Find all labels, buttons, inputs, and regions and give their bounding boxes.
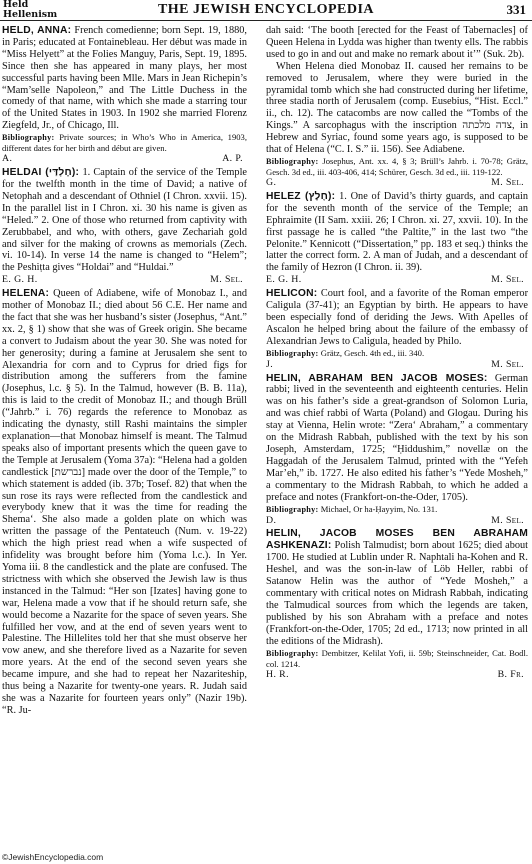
signature-left: D. <box>266 514 277 526</box>
entry-text: 1. One of David’s thirty guards, and captain for the seventh month of the service of the Temple; an Ephraimite (II Sam. xxiii. 26; I Chron. xi. 27, xxvii. 10). In the first passage he is called “the Paltite,” in the last two “the Pelonite.” Kennicott (“Dissertation,” pp. 183 et seq.) thinks the latter the correct form. 2. A man of Judah, and a descendant of the family of Hezron (I Chron. ii. 39). <box>266 190 528 274</box>
signature-left: J. <box>266 358 274 370</box>
headword: HELDAI (חֶלְדַּי): <box>2 167 80 179</box>
signature <box>266 274 528 286</box>
bibliography <box>266 504 528 515</box>
bibliography <box>266 156 528 177</box>
entry-helin-jacob <box>266 528 528 680</box>
signature-left: E. G. H. <box>2 274 38 286</box>
entry-heldai <box>2 167 247 286</box>
entry-helena <box>2 288 247 717</box>
entry-text: Court fool, and a favorite of the Roman emperor Caligula (37-41); an Egyptian by birth. He appears to have been especially fond of deriding the Jews. With Apelles of Ascalon he helped bring about the failure of the embassy of Alexandrian Jews to Caligula, headed by Philo. <box>266 288 528 347</box>
headword: HELEZ (חֶלֶץ): <box>266 190 336 202</box>
signature-right: M. Sel. <box>491 358 524 370</box>
entry-helena-continued <box>266 25 528 189</box>
watermark: ©JewishEncyclopedia.com <box>2 852 104 862</box>
signature <box>266 359 528 371</box>
entry-held <box>2 25 247 165</box>
guide-word-top: Held <box>3 0 29 10</box>
bibliography <box>2 132 247 153</box>
signature-right: B. Fr. <box>497 668 524 680</box>
signature-left: H. R. <box>266 668 289 680</box>
guide-word-bottom: Hellenism <box>3 9 58 20</box>
bibliography-label: Bibliography: <box>266 156 319 166</box>
entry-text: French comedienne; born Sept. 19, 1880, in Paris; educated at Fontainebleau. Her début was made in “Miss Helyett” at the Folies Manguy, Paris, Sept. 19, 1895. Since then she has appeared in many plays, her most successful parts having been Mlle. Mars in Jean Richepin’s “Mam’selle Napoleon,” and The Little Duchess in the comedy of that name, with which she made a starring tour of the United States in 1903. In 1902 she married Florenz Ziegfeld, Jr., of Chicago, Ill. <box>2 25 247 132</box>
entry-text: dah said: ‘The booth [erected for the Feast of Tabernacles] of Queen Helena in Lydda was higher than twenty ells. The rabbis used to go in and out and make no remark about it’” (Suk. 2b). <box>266 25 528 60</box>
page-header <box>0 0 532 26</box>
signature <box>2 274 247 286</box>
header-rule <box>0 20 532 21</box>
entry-text-2: When Helena died Monobaz II. caused her remains to be removed to Jerusalem, where they were buried in the pyramidal tomb which she had constructed during her lifetime, three stadia north of Jerusalem (comp. Eusebius, “Hist. Eccl.” ii., ch. 12). The catacombs are now called the “Tombs of the Kings.” A sarcophagus with the inscription צדה מלכתה, in Hebrew and Syriac, found some years ago, is supposed to be that of Helena (“C. I. S.” ii. 156). See Adiabene. <box>266 60 528 156</box>
signature <box>2 153 247 165</box>
signature-left: E. G. H. <box>266 274 302 286</box>
signature-right: M. Sel. <box>210 274 243 286</box>
headword: HELIN, JACOB MOSES BEN ABRAHAM ASHKENAZI: <box>266 528 528 552</box>
signature-left: G. <box>266 176 277 188</box>
page-title: THE JEWISH ENCYCLOPEDIA <box>157 2 375 17</box>
entry-text: 1. Captain of the service of the Temple for the twelfth month in the time of David; a native of Netophah and a descendant of Othniel (I Chron. xxvii. 15). In the parallel list in I Chron. xi. 30 his name is given as “Heled.” 2. One of those who returned from captivity with Zerubbabel, and who, with others, gave Zechariah gold and silver for the making of crowns as memorials (Zech. vi. 10-14). In verse 14 the name is changed to “Helem”; the Peshiṭta gives “Holdai” and “Huldai.” <box>2 167 247 274</box>
headword: HELIN, ABRAHAM BEN JACOB MOSES: <box>266 372 488 384</box>
bibliography-label: Bibliography: <box>2 133 55 143</box>
bibliography <box>266 648 528 669</box>
headword: HELICON: <box>266 288 318 300</box>
right-column <box>266 25 528 857</box>
entry-text: German rabbi; lived in the seventeenth and eighteenth centuries. Helin was on his father’s side a great-grandson of Solomon Luria, and was chief rabbi of Warta (Poland) and Glogau. During his stay at Vienna, Helin wrote: “Zera‘ Abraham,” a commentary on the Midrash Rabbah, published with the text by his son Joseph, Amsterdam, 1725; “Ḥiddushim,” novellæ on the Haggadah of the Jerusalem Talmud, printed with the “Yefeh Mar’eh,” ib. 1727. He also edited his father’s “Yede Mosheh,” a commentary to the Midrash Rabbah, to which he added a preface and notes (Frankfort-on-the-Oder, 1705). <box>266 372 528 503</box>
bibliography-label: Bibliography: <box>266 504 319 514</box>
entry-helicon <box>266 288 528 370</box>
entry-text: Queen of Adiabene, wife of Monobaz I., and mother of Monobaz II.; died about 56 C.E. Her name and the fact that she was her husband’s sister (Josephus, “Ant.” xx. 2, § 1) show that she was of Greek origin. She became a convert to Judaism about the year 30. She was noted for her generosity; during a famine at Jerusalem she sent to Alexandria for corn and to Cyprus for dried figs for distribution among the sufferers from the famine (Josephus, l.c. § 5). In the Talmud, however (B. B. 11a), this is laid to the credit of Monobaz II.; and though Brüll (“Jahrb.” i. 76) regards the reference to Monobaz as indicating the dynasty, still Rashi maintains the simpler explanation—that Monobaz himself is meant. The Talmud speaks also of important presents which the queen gave to the Temple at Jerusalem (Yoma 37a): “Helena had a golden candlestick [נברשת] made over the door of the Temple,” to which statement is added (ib. 37b; Tosef. 82) that when the sun rose its rays were reflected from the candlestick and everybody knew that it was the time for reading the Shema‘. She also made a golden plate on which was written the passage of the Pentateuch (Num. v. 19-22) which the high priest read when a wife suspected of infidelity was brought before him (Yoma l.c.). In Yer. Yoma iii. 8 the candlestick and the plate are confused. The strictness with which she observed the Jewish law is thus instanced in the Talmud: “Her son [Izates] having gone to war, Helena made a vow that if he should return safe, she would become a Nazarite for the space of seven years. She fulfilled her vow, and at the end of seven years went to Palestine. The Hillelites told her that she must observe her vow anew, and she therefore lived as a Nazarite for seven more years. At the end of the second seven years she became impure, and she had to repeat her Nazariteship, thus being a Nazarite for twenty-one years. R. Judah said she was a Nazarite for fourteen years only” (Nazir 19b). “R. Ju- <box>2 288 247 716</box>
bibliography-text: Private sources; in Who’s Who in America, 1903, different dates for her birth and début are given. <box>2 132 247 154</box>
signature-right: M. Sel. <box>491 514 524 526</box>
signature <box>266 177 528 189</box>
signature-left: A. <box>2 153 13 165</box>
bibliography <box>266 348 528 359</box>
page-number: 331 <box>506 2 526 17</box>
entry-helez <box>266 191 528 286</box>
bibliography-label: Bibliography: <box>266 648 319 658</box>
headword: HELD, ANNA: <box>2 25 72 36</box>
bibliography-text: Josephus, Ant. xx. 4, § 3; Brüll’s Jahrb. i. 70-78; Grätz, Gesch. 3d ed., iii. 403-406, 414; Schürer, Gesch. 3d ed., iii. 119-122. <box>266 155 528 177</box>
left-column <box>2 25 247 857</box>
signature <box>266 515 528 527</box>
signature <box>266 669 528 681</box>
signature-right: M. Sel. <box>491 274 524 286</box>
headword: HELENA: <box>2 288 50 300</box>
entry-helin-abraham <box>266 373 528 527</box>
signature-right: M. Sel. <box>491 176 524 188</box>
bibliography-text: Grätz, Gesch. 4th ed., iii. 340. <box>320 347 425 358</box>
bibliography-label: Bibliography: <box>266 348 319 358</box>
entry-text: Polish Talmudist; born about 1625; died about 1700. He studied at Lublin under R. Naphtali ha-Kohen and R. Heshel, and was the son-in-law of Löb Heller, rabbi of Satanow Helin was the author of “Yede Mosheh,” a commentary with critical notes on Midrash Rabbah, indicating the Talmudical sources from which the legends are taken, published by his son Abraham with a preface and notes (Frankfort-on-the-Oder, 1705; 2d ed., 1713; now printed in all the editions of the Midrash). <box>266 540 528 647</box>
bibliography-text: Michael, Or ha-Ḥayyim, No. 131. <box>320 503 438 514</box>
bibliography-text: Dembitzer, Kelilat Yofi, ii. 59b; Steinschneider, Cat. Bodl. col. 1214. <box>266 647 528 669</box>
signature-right: A. P. <box>222 153 243 165</box>
